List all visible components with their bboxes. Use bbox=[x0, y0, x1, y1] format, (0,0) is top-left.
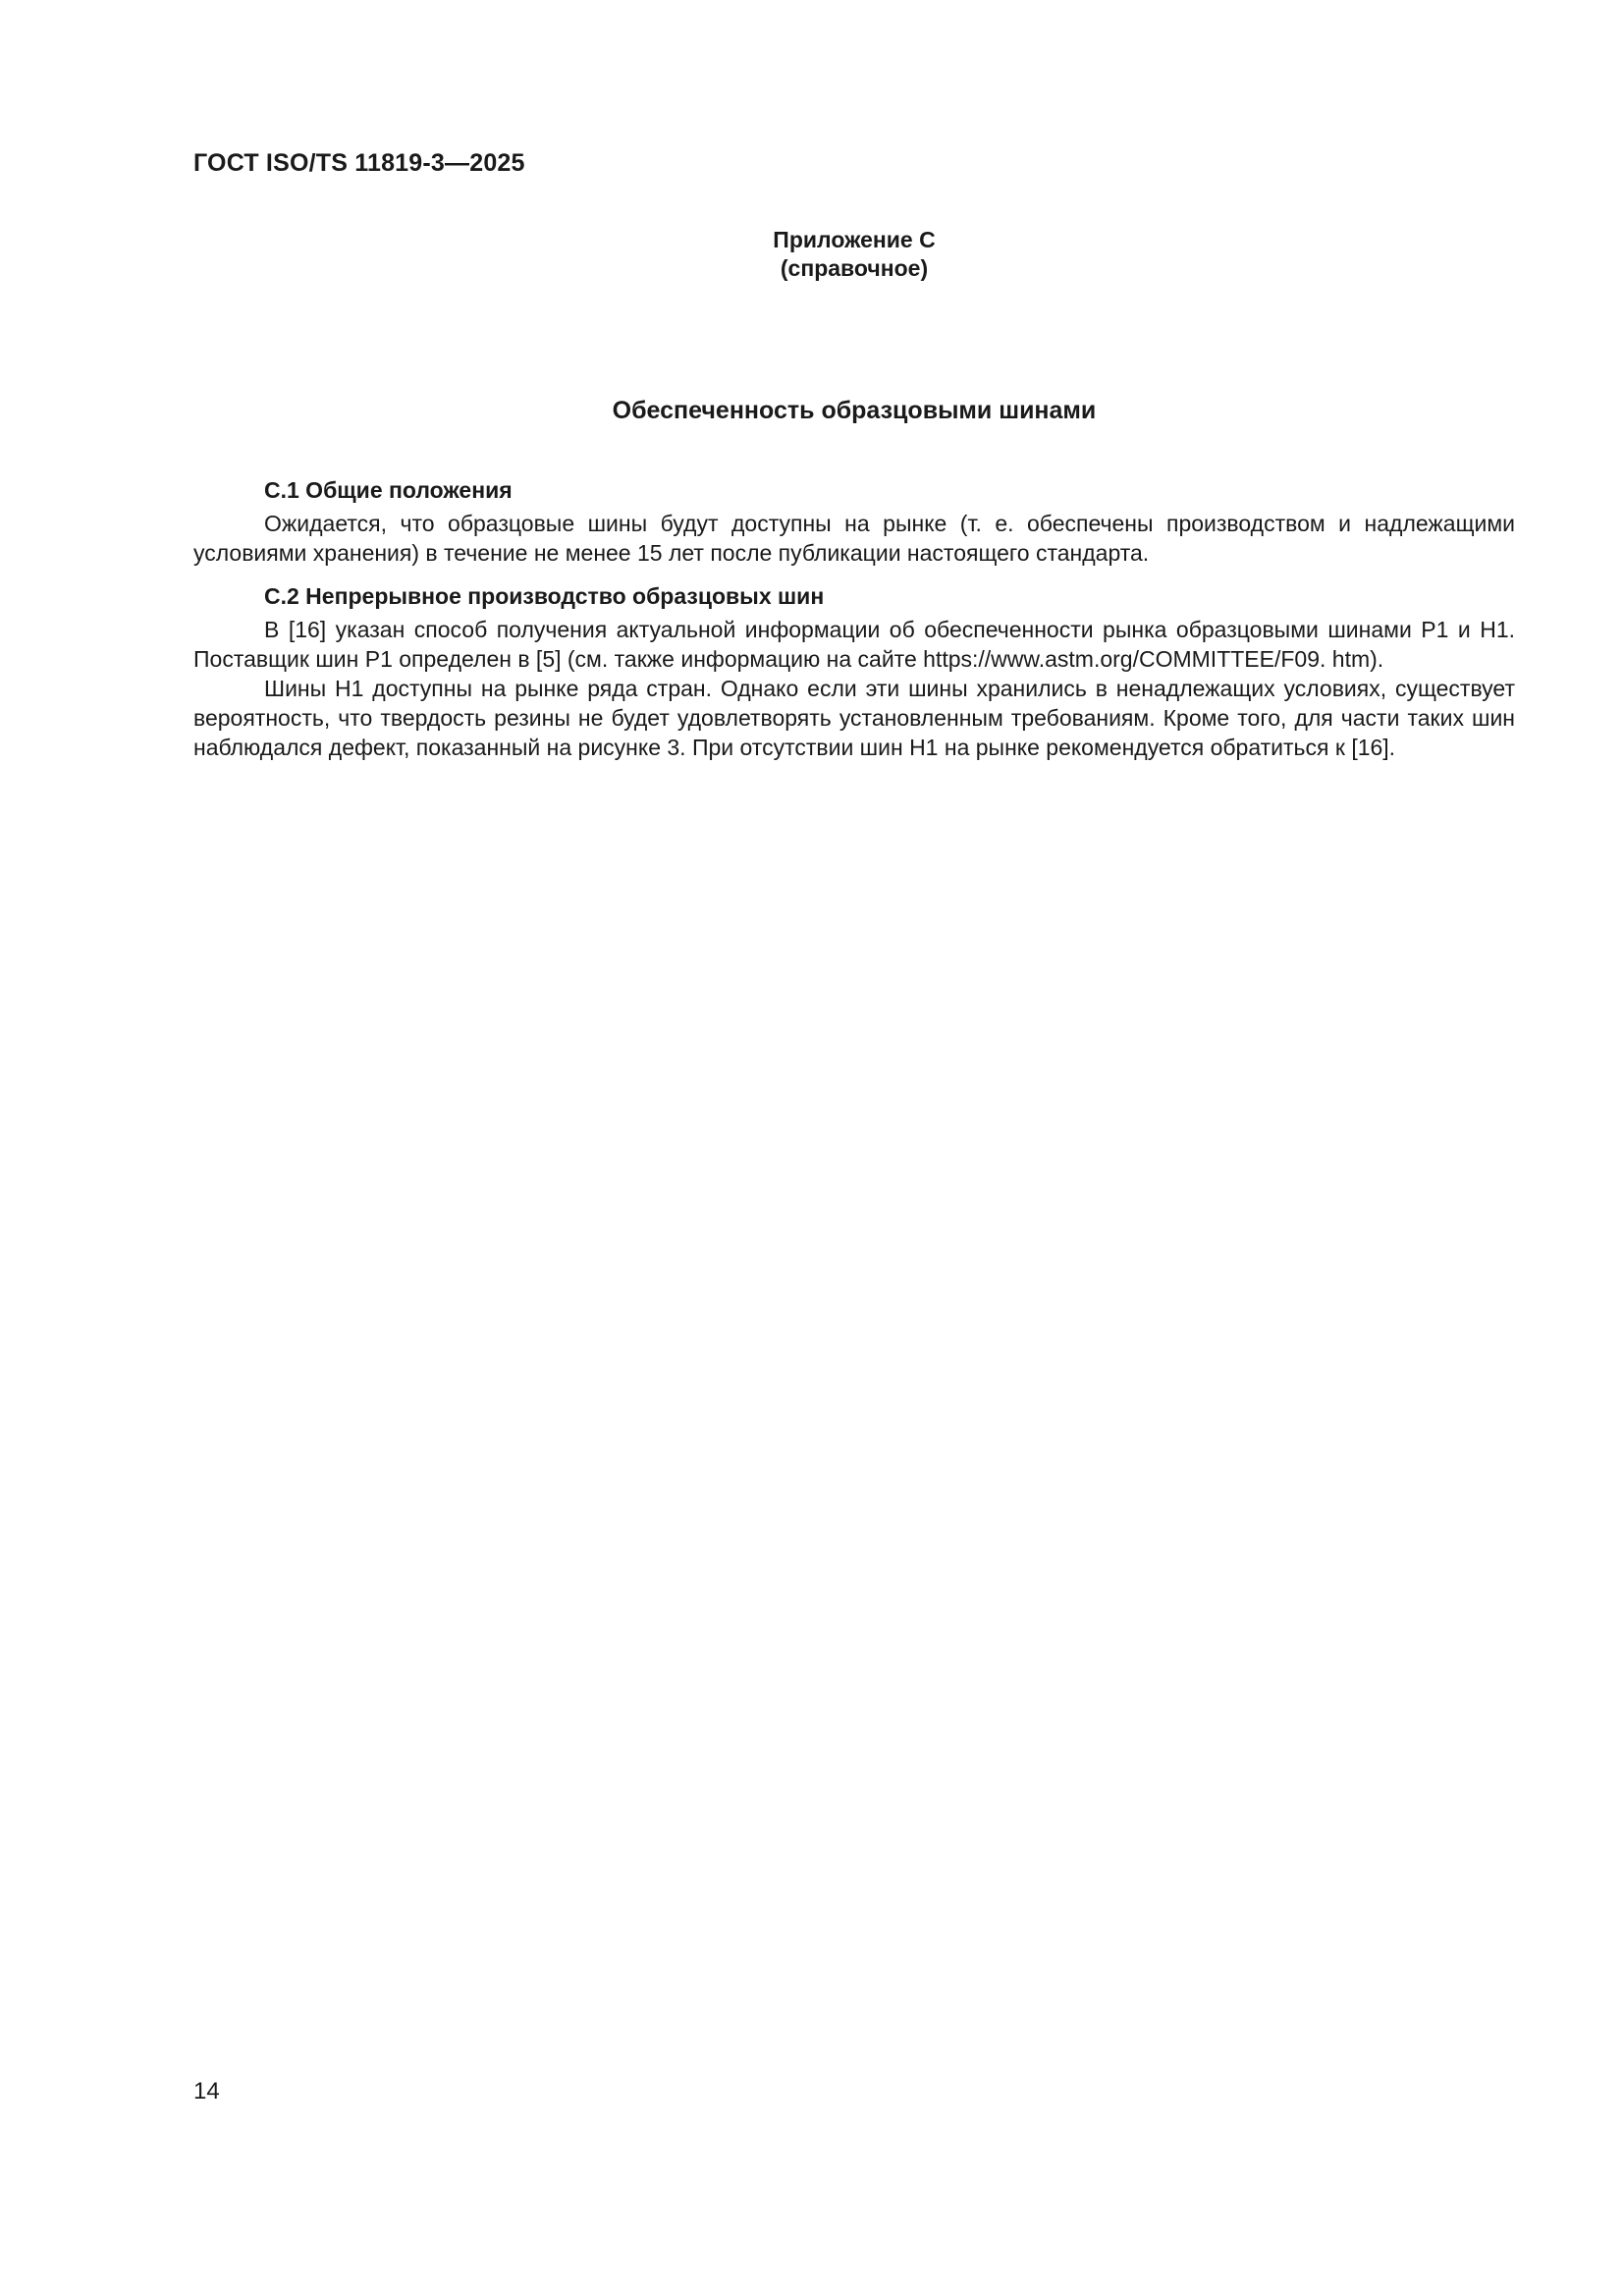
section-c2 bbox=[193, 581, 1515, 762]
paragraph: Ожидается, что образцовые шины будут доступны на рынке (т. е. обеспечены производством и надлежащими условиями хранения) в течение не менее 15 лет после публикации настоящего стандарта. bbox=[193, 511, 1515, 566]
appendix-title: Обеспеченность образцовыми шинами bbox=[612, 397, 1097, 424]
appendix-label: Приложение С bbox=[773, 227, 936, 252]
appendix-header bbox=[193, 226, 1515, 283]
section-c1 bbox=[193, 475, 1515, 568]
document-code: ГОСТ ISO/TS 11819-3—2025 bbox=[193, 149, 525, 177]
paragraph: В [16] указан способ получения актуальной информации об обеспеченности рынка образцовыми шинами Р1 и Н1. Поставщик шин Р1 определен в [5] (см. также информацию на сайте https://www.astm.org/COMMITTEE/F09. htm). bbox=[193, 617, 1515, 672]
paragraph: Шины Н1 доступны на рынке ряда стран. Однако если эти шины хранились в ненадлежащих условиях, существует вероятность, что твердость резины не будет удовлетворять установленным требованиям. Кроме того, для части таких шин наблюдался дефект, показанный на рисунке 3. При отсутствии шин Н1 на рынке рекомендуется обратиться к [16]. bbox=[193, 676, 1515, 760]
section-heading: С.1 Общие положения bbox=[264, 477, 513, 503]
page-number: 14 bbox=[193, 2078, 220, 2105]
section-heading: С.2 Непрерывное производство образцовых шин bbox=[264, 583, 825, 609]
appendix-type: (справочное) bbox=[780, 255, 929, 281]
document-body bbox=[193, 475, 1515, 762]
